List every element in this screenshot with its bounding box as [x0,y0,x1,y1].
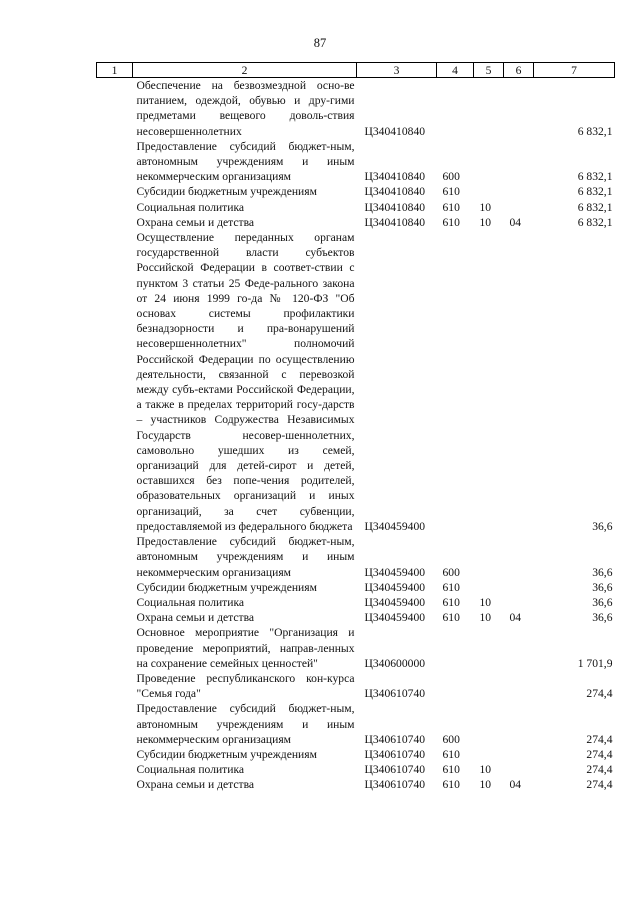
row-name: Субсидии бюджетным учреждениям [136,185,317,199]
row-name: Предоставление субсидий бюджет-ным, автономным учреждениям и иным некоммерческим организациям [136,535,355,579]
row-name: Социальная политика [136,763,245,777]
row-subsection [504,747,534,762]
page-number: 87 [313,36,327,50]
row-section [474,139,504,185]
row-expense-type: 600 [442,565,460,579]
table-row [97,762,615,777]
table-row [97,230,615,534]
table-row [97,580,615,595]
row-expense-type [437,78,474,139]
row-target-code: Ц340410840 [364,124,426,138]
row-target-code: Ц340410840 [364,200,426,214]
row-expense-type: 610 [442,200,460,214]
table-row [97,625,615,671]
table-row [97,139,615,185]
row-target-code: Ц340610740 [364,747,426,761]
row-amount: 274,4 [586,763,613,777]
row-spacer-cell [97,625,133,671]
row-target-code: Ц340610740 [364,732,426,746]
row-spacer-cell [97,762,133,777]
row-subsection: 04 [509,611,522,625]
row-subsection [504,762,534,777]
row-section [474,230,504,534]
row-expense-type: 600 [442,732,460,746]
row-target-code: Ц340459400 [364,565,426,579]
row-section: 10 [479,595,492,609]
row-spacer-cell [97,230,133,534]
row-amount: 1 701,9 [577,656,613,670]
row-amount: 36,6 [592,580,613,594]
column-header-3: 3 [357,63,437,78]
row-spacer-cell [97,747,133,762]
row-expense-type: 610 [442,580,460,594]
budget-table [96,62,615,793]
row-name: Охрана семьи и детства [136,215,255,229]
row-section: 10 [479,611,492,625]
table-row [97,184,615,199]
row-expense-type: 610 [442,185,460,199]
row-subsection [504,78,534,139]
row-section: 10 [479,763,492,777]
row-subsection [504,184,534,199]
row-target-code: Ц340610740 [364,687,426,701]
row-spacer-cell [97,580,133,595]
row-target-code: Ц340459400 [364,611,426,625]
row-section [474,580,504,595]
row-expense-type: 610 [442,778,460,792]
row-section [474,701,504,747]
row-expense-type: 610 [442,611,460,625]
column-header-7: 7 [534,63,615,78]
row-name: Обеспечение на безвозмездной осно-ве питанием, одеждой, обувью и дру-гими предметами вещевого доволь-ствия несовершеннолетних [136,79,355,138]
table-header [97,63,615,78]
row-expense-type: 610 [442,763,460,777]
row-name: Осуществление переданных органам государственной власти субъектов Российской Федерации в соответ-ствии с пунктом 3 статьи 25 Феде-рального закона от 24 июня 1999 го-да № 120-ФЗ "Об основах системы профилактики безнадзорности и пра-вонарушений несовершеннолетних" полномочий Российской Федерации по осуществлению деятельности, связанной с перевозкой между субъ-ектами Российской Федерации, а также в пределах территорий госу-дарств – участников Содружества Независимых Государств несовер-шеннолетних, самовольно ушедших из семей, организаций для детей-сирот и детей, оставшихся без попе-чения родителей, образовательных организаций и иных организаций, за счет субвенции, предоставляемой из федерального бюджета [136,231,355,533]
row-section [474,625,504,671]
row-section [474,671,504,701]
row-amount: 36,6 [592,565,613,579]
row-expense-type: 610 [442,215,460,229]
row-amount: 6 832,1 [577,124,613,138]
column-number-row [97,63,615,78]
column-header-1: 1 [97,63,133,78]
row-target-code: Ц340459400 [364,580,426,594]
row-amount: 274,4 [586,778,613,792]
row-name: Субсидии бюджетным учреждениям [136,747,317,761]
row-target-code: Ц340600000 [364,656,426,670]
row-spacer-cell [97,200,133,215]
row-name: Предоставление субсидий бюджет-ным, автономным учреждениям и иным некоммерческим организациям [136,139,355,184]
row-name: Социальная политика [136,200,245,214]
row-target-code: Ц340610740 [364,778,426,792]
row-amount: 6 832,1 [577,215,613,229]
row-subsection [504,200,534,215]
row-amount: 36,6 [592,611,613,625]
row-section [474,78,504,139]
row-amount: 274,4 [586,732,613,746]
row-name: Социальная политика [136,595,245,609]
row-amount: 274,4 [586,687,613,701]
row-name: Предоставление субсидий бюджет-ным, автономным учреждениям и иным некоммерческим организациям [136,702,355,746]
table-row [97,777,615,792]
row-target-code: Ц340459400 [364,519,426,533]
row-expense-type [437,671,474,701]
row-spacer-cell [97,184,133,199]
row-subsection: 04 [509,215,522,229]
row-subsection [504,671,534,701]
row-spacer-cell [97,777,133,792]
row-subsection: 04 [509,778,522,792]
row-spacer-cell [97,534,133,580]
row-amount: 36,6 [592,595,613,609]
row-subsection [504,580,534,595]
row-target-code: Ц340459400 [364,595,426,609]
row-amount: 6 832,1 [577,170,613,184]
table-row [97,595,615,610]
row-section [474,184,504,199]
row-subsection [504,625,534,671]
row-amount: 274,4 [586,747,613,761]
table-row [97,610,615,625]
column-header-2: 2 [133,63,357,78]
row-spacer-cell [97,595,133,610]
table-row [97,671,615,701]
table-row [97,534,615,580]
row-subsection [504,534,534,580]
row-target-code: Ц340410840 [364,170,426,184]
row-section: 10 [479,200,492,214]
table-body [97,78,615,793]
row-spacer-cell [97,671,133,701]
column-header-4: 4 [437,63,474,78]
row-subsection [504,595,534,610]
row-spacer-cell [97,610,133,625]
column-header-6: 6 [504,63,534,78]
row-expense-type [437,230,474,534]
row-amount: 6 832,1 [577,185,613,199]
row-target-code: Ц340610740 [364,763,426,777]
row-subsection [504,139,534,185]
row-spacer-cell [97,701,133,747]
table-row [97,200,615,215]
row-expense-type: 610 [442,747,460,761]
row-spacer-cell [97,215,133,230]
row-target-code: Ц340410840 [364,215,426,229]
row-subsection [504,701,534,747]
row-section [474,747,504,762]
row-section [474,534,504,580]
row-section: 10 [479,778,492,792]
table-row [97,215,615,230]
row-section: 10 [479,215,492,229]
row-name: Субсидии бюджетным учреждениям [136,580,317,594]
row-amount: 6 832,1 [577,200,613,214]
row-expense-type: 600 [442,170,460,184]
row-name: Проведение республиканского кон-курса "Семья года" [136,671,355,701]
row-spacer-cell [97,139,133,185]
table-row [97,747,615,762]
row-name: Охрана семьи и детства [136,778,255,792]
table-row [97,78,615,139]
table-row [97,701,615,747]
row-name: Охрана семьи и детства [136,611,255,625]
row-target-code: Ц340410840 [364,185,426,199]
column-header-5: 5 [474,63,504,78]
row-expense-type: 610 [442,595,460,609]
row-name: Основное мероприятие "Организация и проведение мероприятий, направ-ленных на сохранение семейных ценностей" [136,626,355,670]
row-expense-type [437,625,474,671]
row-amount: 36,6 [592,519,613,533]
row-spacer-cell [97,78,133,139]
row-subsection [504,230,534,534]
